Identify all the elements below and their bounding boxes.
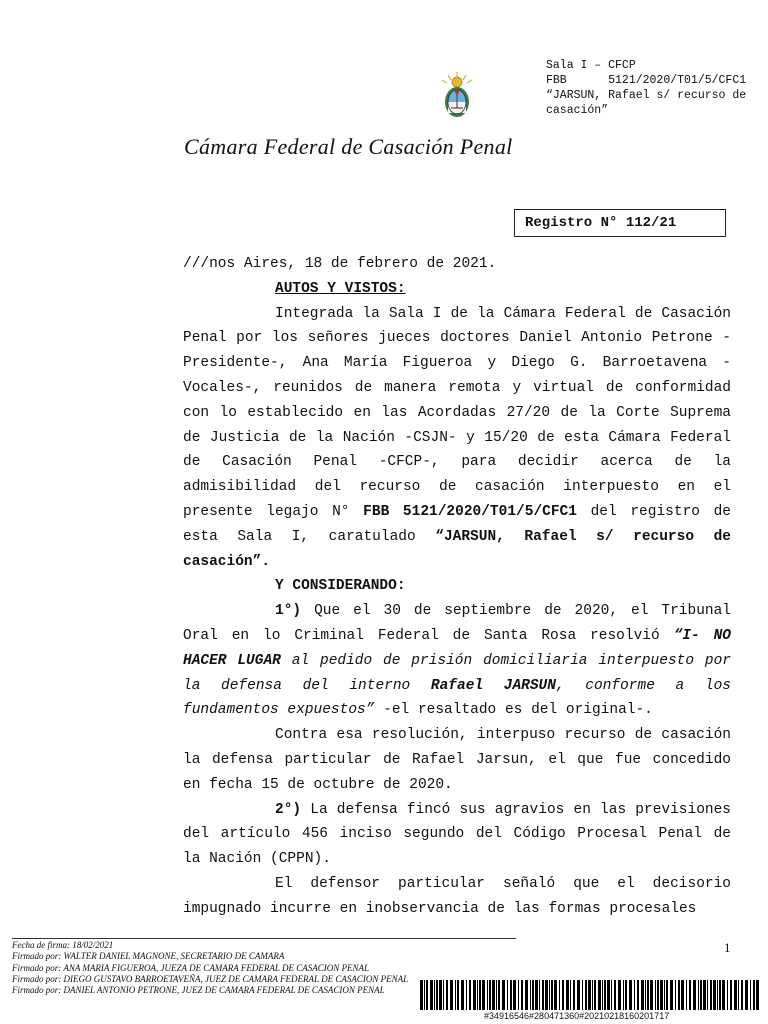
paragraph-appeal: Contra esa resolución, interpuso recurso de casación la defensa particular de Rafael Jarsun, el que fue concedido en fecha 15 de octubre de 2020. xyxy=(183,727,731,793)
signature-divider xyxy=(12,938,516,939)
considerando-heading: Y CONSIDERANDO: xyxy=(275,578,406,595)
barcode-icon xyxy=(420,980,760,1010)
barcode-text: #34916546#280471360#20210218160201717 xyxy=(484,1011,670,1021)
paragraph-defense: El defensor particular señaló que el decisorio impugnado incurre en inobservancia de las formas procesales xyxy=(183,875,731,917)
argentina-coat-of-arms-icon xyxy=(436,70,478,122)
document-body xyxy=(183,252,731,922)
signature-line: Firmado por: DIEGO GUSTAVO BARROETAVEÑA, JUEZ DE CAMARA FEDERAL DE CASACION PENAL xyxy=(12,973,409,984)
case-reference xyxy=(546,58,746,118)
ref-line-2: FBB 5121/2020/T01/5/CFC1 xyxy=(546,74,747,87)
autos-heading: AUTOS Y VISTOS: xyxy=(275,280,406,297)
paragraph-second: 2°) La defensa fincó sus agravios en las previsiones del artículo 456 inciso segundo del Código Procesal Penal de la Nación (CPPN). xyxy=(183,801,732,868)
registro-box: Registro N° 112/21 xyxy=(514,209,726,237)
signature-line: Firmado por: WALTER DANIEL MAGNONE, SECRETARIO DE CAMARA xyxy=(12,951,285,962)
signature-date: Fecha de firma: 18/02/2021 xyxy=(12,940,114,950)
legajo-number: FBB 5121/2020/T01/5/CFC1 xyxy=(363,503,577,520)
ref-line-4: casación” xyxy=(546,104,609,117)
page-number: 1 xyxy=(724,940,731,955)
ref-line-1: Sala I – CFCP xyxy=(546,59,636,72)
paragraph-integration: Integrada la Sala I de la Cámara Federal de Casación Penal por los señores jueces doctores Daniel Antonio Petrone -Presidente-, Ana María Figueroa y Diego G. Barroetavena -Vocales-, reunidos de manera remota y virtual de conformidad con lo establecido en las Acordadas 27/20 de la Corte Suprema de Justicia de la Nación -CSJN- y 15/20 de esta Cámara Federal de Casación Penal -CFCP-, para decidir acerca de la admisibilidad del recurso de casación interpuesto en el presente legajo N° FBB 5121/2020/T01/5/CFC1 del registro de esta Sala I, caratulado “JARSUN, Rafael s/ recurso de casación”. xyxy=(183,305,732,570)
case-caption: “JARSUN, Rafael s/ recurso de casación”. xyxy=(183,528,731,570)
signature-line: Firmado por: DANIEL ANTONIO PETRONE, JUEZ DE CAMARA FEDERAL DE CASACION PENAL xyxy=(12,985,385,996)
ref-line-3: “JARSUN, Rafael s/ recurso de xyxy=(546,89,747,102)
paragraph-first: 1°) Que el 30 de septiembre de 2020, el Tribunal Oral en lo Criminal Federal de Santa Rosa resolvió “I- NO HACER LUGAR al pedido de prisión domiciliaria interpuesto por la defensa del interno Rafael JARSUN, conforme a los fundamentos expuestos” -el resaltado es del original-. xyxy=(183,603,732,719)
signature-line: Firmado por: ANA MARIA FIGUEROA, JUEZA DE CAMARA FEDERAL DE CASACION PENAL xyxy=(12,962,369,973)
signature-block xyxy=(12,940,408,996)
court-title: Cámara Federal de Casación Penal xyxy=(184,134,513,159)
date-line: ///nos Aires, 18 de febrero de 2021. xyxy=(183,256,497,272)
